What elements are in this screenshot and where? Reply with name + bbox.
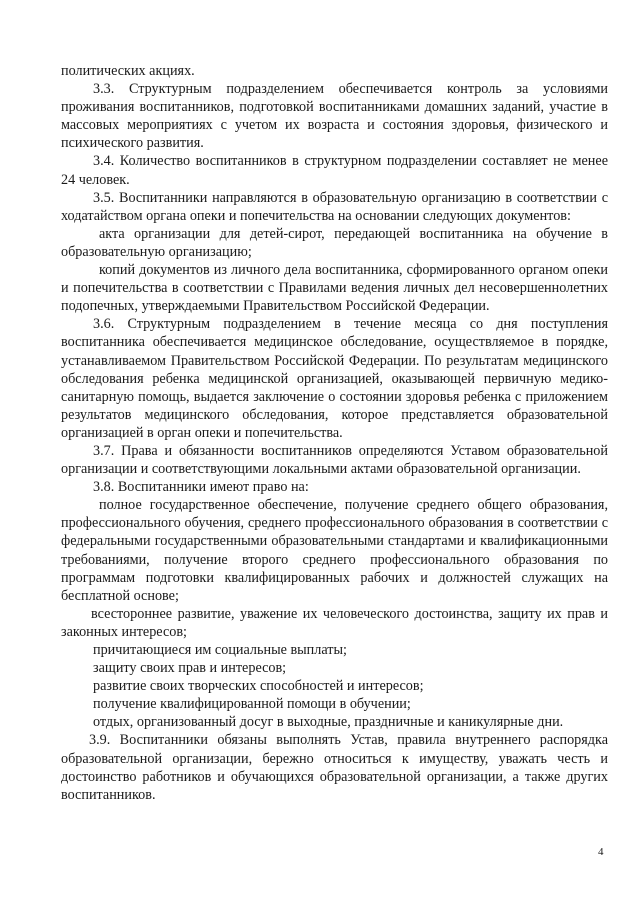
paragraph-3-5-item-copies: копий документов из личного дела воспитанника, сформированного органом опеки и попечительства в соответствии с Правилами ведения личных дел несовершеннолетних подопечных, утверждаемыми Правительством Российской Федерации. bbox=[61, 262, 608, 315]
paragraph-3-4: 3.4. Количество воспитанников в структурном подразделении составляет не менее 24 человек. bbox=[61, 153, 608, 188]
paragraph-3-8-item-development: всестороннее развитие, уважение их человеческого достоинства, защиту их прав и законных интересов; bbox=[61, 605, 608, 640]
paragraph-3-7: 3.7. Права и обязанности воспитанников определяются Уставом образовательной организации и соответствующими локальными актами образовательной организации. bbox=[61, 442, 608, 478]
paragraph-3-8-item-protection: защиту своих прав и интересов; bbox=[93, 660, 287, 677]
paragraph-3-8-item-help: получение квалифицированной помощи в обучении; bbox=[93, 696, 411, 713]
paragraph-3-8-item-payments: причитающиеся им социальные выплаты; bbox=[93, 642, 347, 658]
page-number: 4 bbox=[598, 846, 604, 858]
paragraph-3-8-item-rest: отдых, организованный досуг в выходные, праздничные и каникулярные дни. bbox=[93, 714, 564, 731]
paragraph-3-9: 3.9. Воспитанники обязаны выполнять Устав, правила внутреннего распорядка образовательной организации, бережно относиться к имуществу, уважать честь и достоинство работников и обучающихся образовательной организации, а также других воспитанников. bbox=[61, 732, 608, 803]
paragraph-3-8-item-creativity: развитие своих творческих способностей и интересов; bbox=[93, 678, 424, 695]
document-page bbox=[61, 62, 608, 804]
paragraph-3-3: 3.3. Структурным подразделением обеспечивается контроль за условиями проживания воспитанников, подготовкой воспитанниками домашних заданий, участие в массовых мероприятиях с учетом их возраста и состояния здоровья, физического и психического развития. bbox=[61, 81, 608, 152]
paragraph-3-8-item-full-support: полное государственное обеспечение, получение среднего общего образования, профессионального обучения, среднего профессионального образования в соответствии с федеральными государственными образовательными стандартами и квалификационными требованиями, получение второго среднего профессионального образования по программам подготовки квалифицированных рабочих и должностей служащих на бесплатной основе; bbox=[61, 497, 608, 604]
paragraph-3-8: 3.8. Воспитанники имеют право на: bbox=[93, 479, 309, 496]
paragraph-3-6: 3.6. Структурным подразделением в течение месяца со дня поступления воспитанника обеспечивается медицинское обследование, осуществляемое в порядке, устанавливаемом Правительством Российской Федерации. По результатам медицинского обследования ребенка медицинской организацией, оказывающей первичную медико-санитарную помощь, выдается заключение о состоянии здоровья ребенка с приложением результатов медицинского обследования, которое представляется образовательной организацией в орган опеки и попечительства. bbox=[61, 316, 608, 441]
paragraph-3-5-item-act: акта организации для детей-сирот, передающей воспитанника на обучение в образовательную организацию; bbox=[61, 225, 608, 260]
paragraph-continued: политических акциях. bbox=[61, 63, 195, 79]
paragraph-3-5: 3.5. Воспитанники направляются в образовательную организацию в соответствии с ходатайством органа опеки и попечительства на основании следующих документов: bbox=[61, 189, 608, 224]
